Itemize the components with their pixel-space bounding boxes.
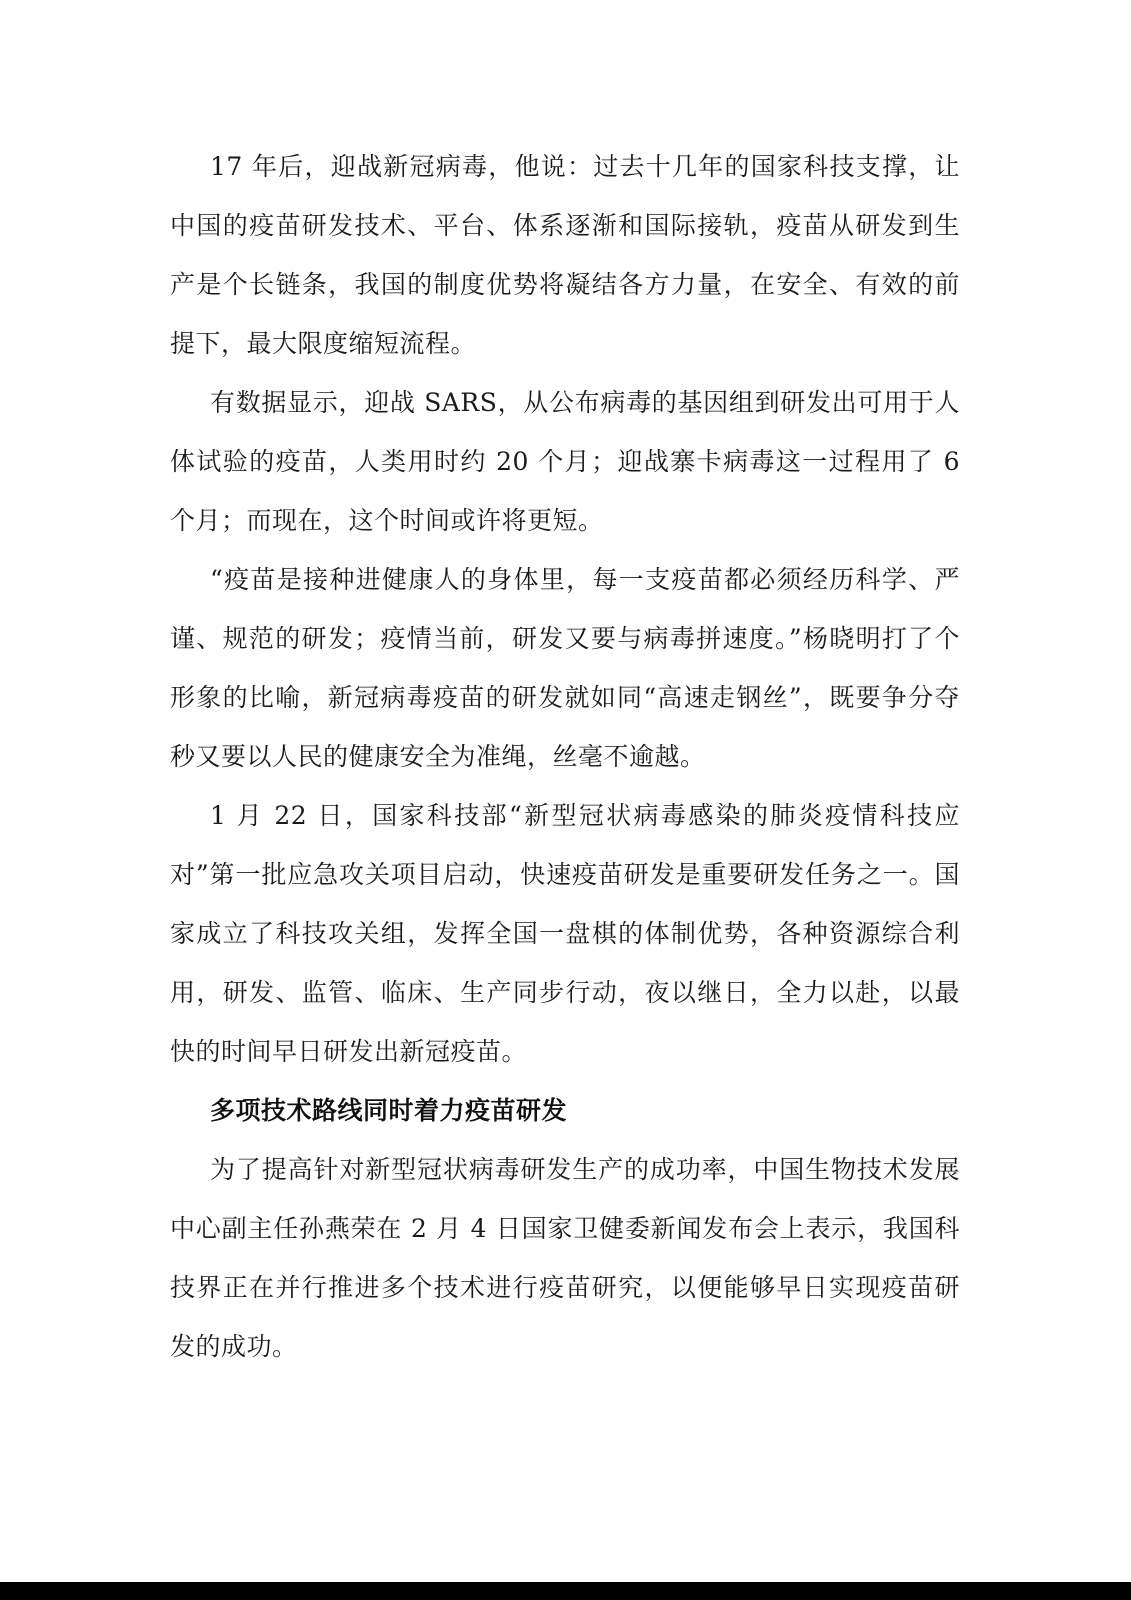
document-body [170,137,960,1376]
paragraph-5: 为了提高针对新型冠状病毒研发生产的成功率，中国生物技术发展中心副主任孙燕荣在 2 月 4 日国家卫健委新闻发布会上表示，我国科技界正在并行推进多个技术进行疫苗研究，以便能够早日实现疫苗研发的成功。 [170,1155,960,1361]
paragraph-1: 17 年后，迎战新冠病毒，他说：过去十几年的国家科技支撑，让中国的疫苗研发技术、平台、体系逐渐和国际接轨，疫苗从研发到生产是个长链条，我国的制度优势将凝结各方力量，在安全、有效的前提下，最大限度缩短流程。 [170,152,960,358]
bottom-border [0,1582,1131,1600]
paragraph-4: 1 月 22 日，国家科技部“新型冠状病毒感染的肺炎疫情科技应对”第一批应急攻关项目启动，快速疫苗研发是重要研发任务之一。国家成立了科技攻关组，发挥全国一盘棋的体制优势，各种资源综合利用，研发、监管、临床、生产同步行动，夜以继日，全力以赴，以最快的时间早日研发出新冠疫苗。 [170,801,960,1066]
paragraph-2: 有数据显示，迎战 SARS，从公布病毒的基因组到研发出可用于人体试验的疫苗，人类用时约 20 个月；迎战寨卡病毒这一过程用了 6 个月；而现在，这个时间或许将更短。 [170,388,960,535]
section-heading: 多项技术路线同时着力疫苗研发 [210,1096,568,1125]
paragraph-3: “疫苗是接种进健康人的身体里，每一支疫苗都必须经历科学、严谨、规范的研发；疫情当前，研发又要与病毒拼速度。”杨晓明打了个形象的比喻，新冠病毒疫苗的研发就如同“高速走钢丝”，既要争分夺秒又要以人民的健康安全为准绳，丝毫不逾越。 [170,565,960,771]
